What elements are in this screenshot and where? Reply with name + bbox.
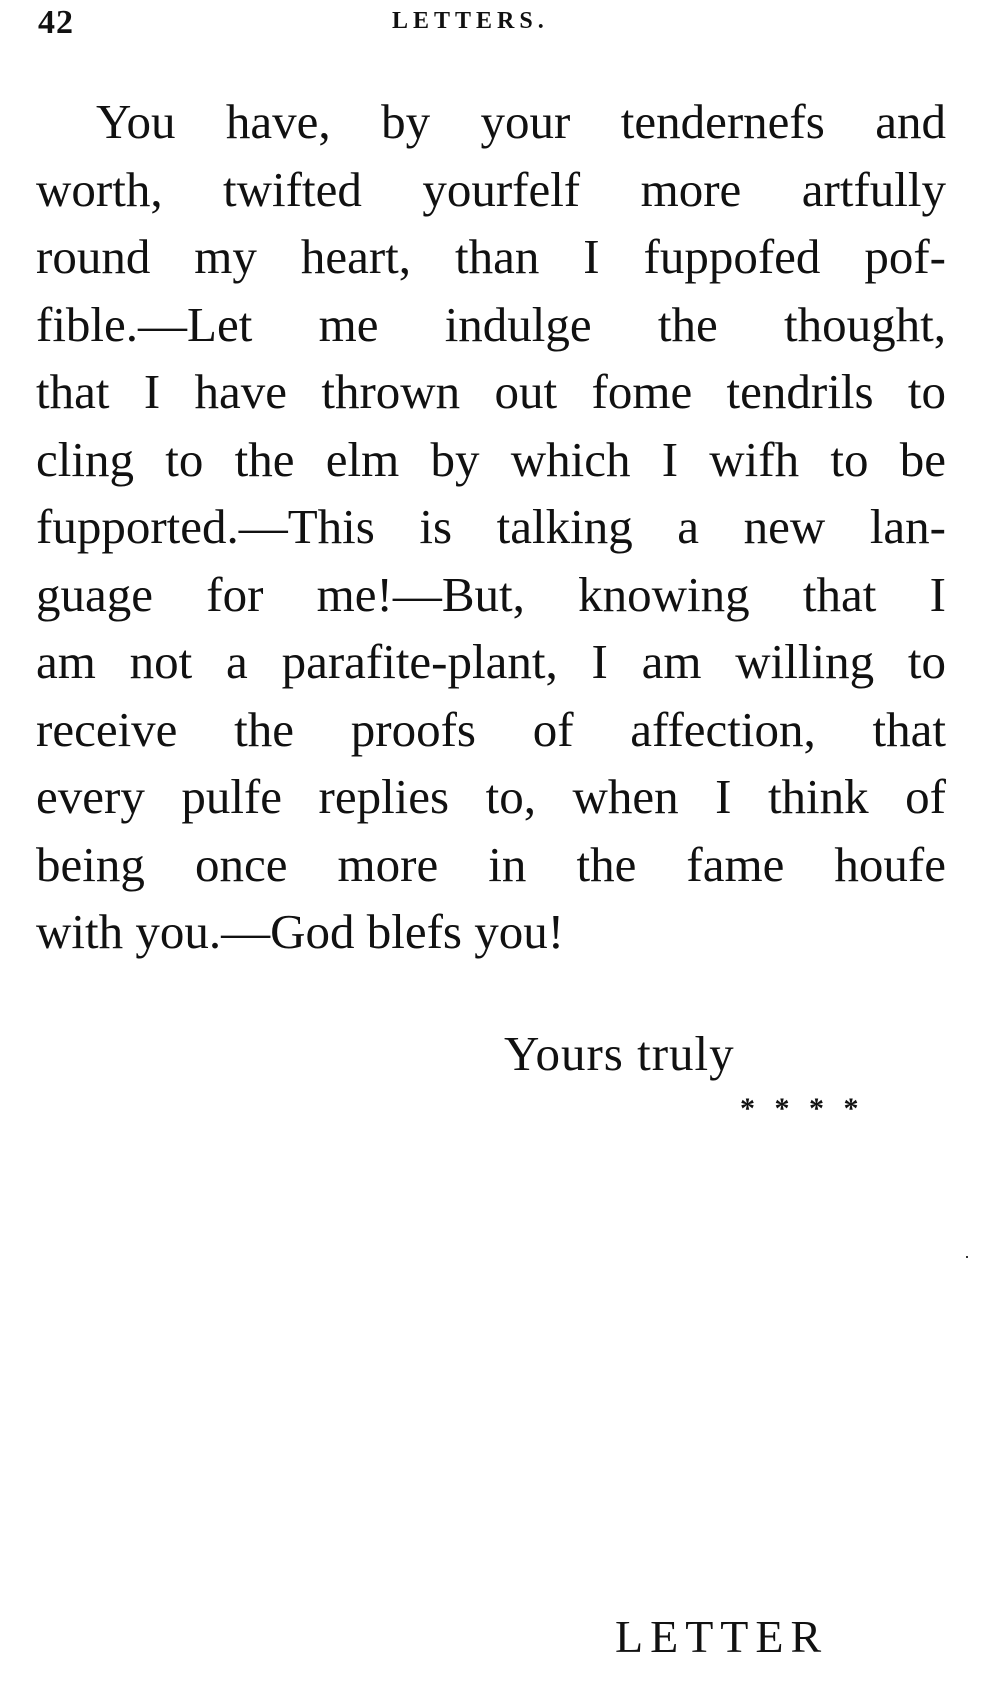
body-line: You have, by your tendernefs and [96, 94, 946, 149]
body-line: fible.—Let me indulge the thought, [36, 296, 946, 352]
body-line: fupported.—This is talking a new lan- [36, 499, 946, 554]
body-line: being once more in the fame houfe [36, 836, 946, 892]
body-line: every pulfe replies to, when I think of [36, 769, 946, 824]
catchword: LETTER [615, 1611, 829, 1662]
page-header [0, 0, 1000, 60]
body-line: with you.—God blefs you! [36, 904, 565, 959]
body-line: receive the proofs of affection, that [36, 701, 946, 757]
page-number: 42 [38, 4, 74, 41]
running-head: LETTERS. [392, 8, 549, 34]
letter-body [36, 88, 946, 966]
ink-speck [966, 1256, 968, 1258]
closing-salutation: Yours truly [504, 1026, 735, 1081]
body-line: round my heart, than I fuppofed pof- [36, 229, 946, 284]
body-line: cling to the elm by which I wifh to be [36, 431, 946, 487]
body-line: worth, twifted yourfelf more artfully [36, 161, 946, 217]
body-line: guage for me!—But, knowing that I [36, 566, 946, 622]
signature-asterisks: * * * * [740, 1092, 865, 1125]
body-line: am not a parafite-plant, I am willing to [36, 634, 946, 689]
body-line: that I have thrown out fome tendrils to [36, 364, 946, 419]
